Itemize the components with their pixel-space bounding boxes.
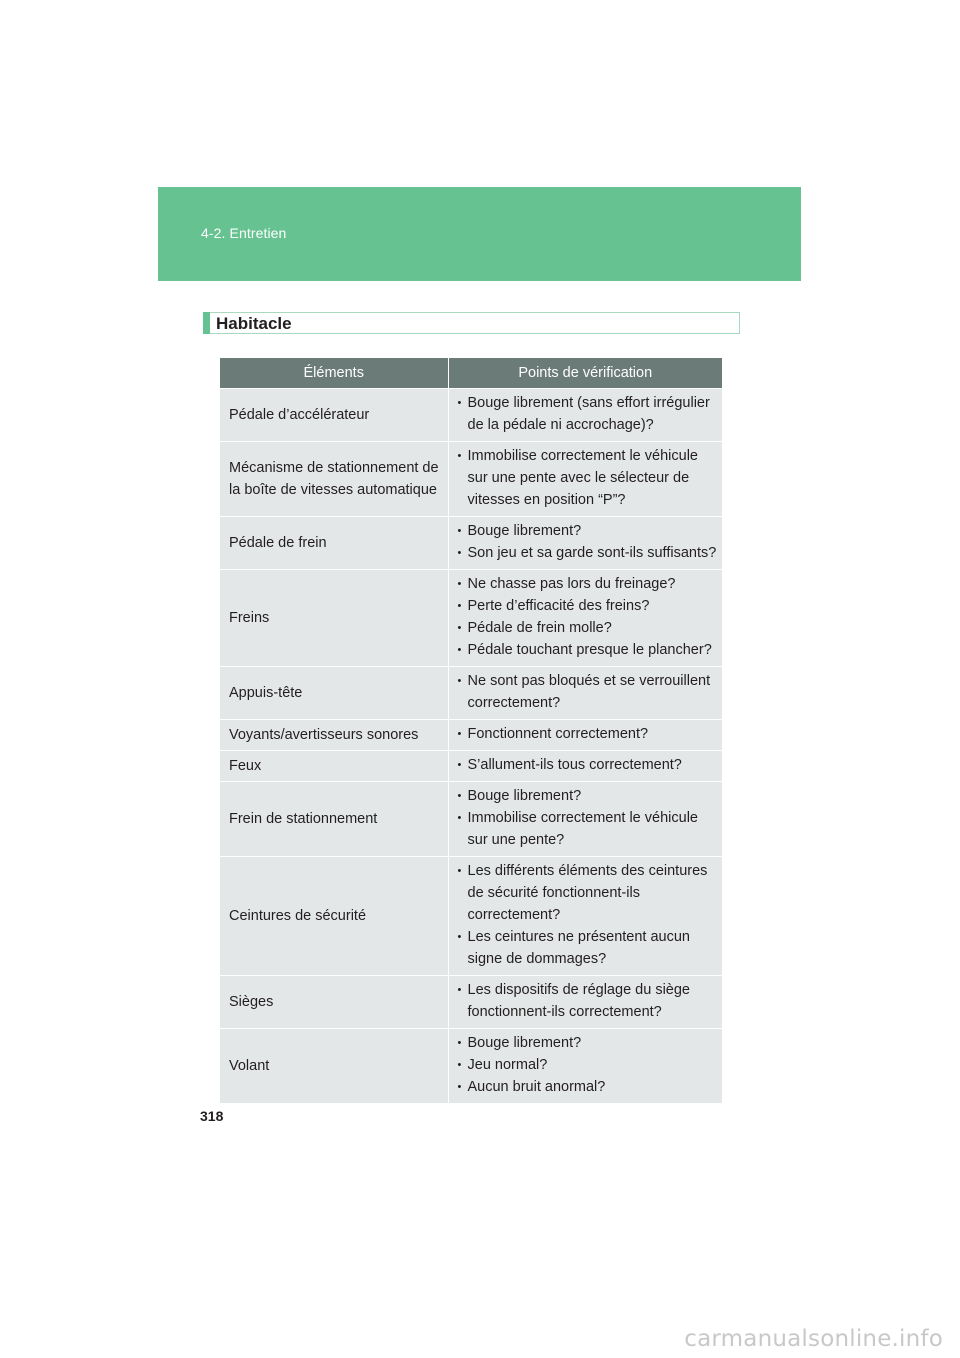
section-header-band (158, 187, 801, 281)
element-cell: Pédale de frein (220, 517, 448, 570)
inspection-table (220, 358, 722, 1103)
table-row (220, 782, 722, 857)
watermark: carmanualsonline.info (684, 1326, 943, 1352)
checkpoint-list (458, 445, 719, 511)
checkpoint-item: • Bouge librement? (458, 520, 719, 542)
checkpoint-item: • Bouge librement? (458, 785, 719, 807)
column-header-elements: Éléments (220, 358, 448, 389)
table-header-row (220, 358, 722, 389)
checkpoint-item: • Pédale de frein molle? (458, 617, 719, 639)
checkpoint-list (458, 785, 719, 851)
subheading-accent-bar (203, 312, 210, 334)
checkpoint-cell (448, 667, 722, 720)
checkpoint-item: • Son jeu et sa garde sont-ils suffisants? (458, 542, 719, 564)
table-row (220, 857, 722, 976)
checkpoint-item: • Les différents éléments des ceintures de sécurité fonctionnent-ils correctement? (458, 860, 719, 926)
checkpoint-item: • Ne chasse pas lors du freinage? (458, 573, 719, 595)
checkpoint-list (458, 670, 719, 714)
page-number: 318 (200, 1108, 224, 1124)
table-row (220, 442, 722, 517)
table-row (220, 667, 722, 720)
checkpoint-item: • Les ceintures ne présentent aucun signe de dommages? (458, 926, 719, 970)
checkpoint-cell (448, 751, 722, 782)
checkpoint-item: • Perte d’efficacité des freins? (458, 595, 719, 617)
element-cell: Voyants/avertisseurs sonores (220, 720, 448, 751)
checkpoint-cell (448, 976, 722, 1029)
table-row (220, 751, 722, 782)
checkpoint-cell (448, 720, 722, 751)
section-title: 4-2. Entretien (201, 225, 287, 241)
table-row (220, 720, 722, 751)
element-cell: Sièges (220, 976, 448, 1029)
checkpoint-item: • Immobilise correctement le véhicule sur une pente? (458, 807, 719, 851)
checkpoint-cell (448, 389, 722, 442)
checkpoint-item: • Pédale touchant presque le plancher? (458, 639, 719, 661)
table-row (220, 570, 722, 667)
element-cell: Appuis-tête (220, 667, 448, 720)
element-cell: Pédale d’accélérateur (220, 389, 448, 442)
checkpoint-item: • Fonctionnent correctement? (458, 723, 719, 745)
checkpoint-list (458, 1032, 719, 1098)
table-body (220, 389, 722, 1104)
table-row (220, 1029, 722, 1104)
checkpoint-cell (448, 442, 722, 517)
element-cell: Freins (220, 570, 448, 667)
checkpoint-item: • Bouge librement (sans effort irrégulier de la pédale ni accrochage)? (458, 392, 719, 436)
table-row (220, 389, 722, 442)
checkpoint-list (458, 860, 719, 970)
checkpoint-list (458, 392, 719, 436)
checkpoint-item: • Bouge librement? (458, 1032, 719, 1054)
checkpoint-list (458, 979, 719, 1023)
checkpoint-item: • Les dispositifs de réglage du siège fonctionnent-ils correctement? (458, 979, 719, 1023)
element-cell: Ceintures de sécurité (220, 857, 448, 976)
element-cell: Mécanisme de stationnement de la boîte de vitesses automatique (220, 442, 448, 517)
table-row (220, 976, 722, 1029)
checkpoint-item: • Ne sont pas bloqués et se verrouillent correctement? (458, 670, 719, 714)
checkpoint-list (458, 723, 719, 745)
checkpoint-list (458, 754, 719, 776)
subheading-box (203, 312, 740, 334)
table-row (220, 517, 722, 570)
element-cell: Volant (220, 1029, 448, 1104)
checkpoint-cell (448, 782, 722, 857)
checkpoint-item: • S’allument-ils tous correctement? (458, 754, 719, 776)
checkpoint-cell (448, 570, 722, 667)
checkpoint-item: • Jeu normal? (458, 1054, 719, 1076)
checkpoint-cell (448, 517, 722, 570)
checkpoint-cell (448, 857, 722, 976)
element-cell: Frein de stationnement (220, 782, 448, 857)
checkpoint-list (458, 520, 719, 564)
element-cell: Feux (220, 751, 448, 782)
column-header-checkpoints: Points de vérification (448, 358, 722, 389)
checkpoint-item: • Immobilise correctement le véhicule sur une pente avec le sélecteur de vitesses en position “P”? (458, 445, 719, 511)
subheading-title: Habitacle (216, 314, 292, 333)
checkpoint-cell (448, 1029, 722, 1104)
checkpoint-item: • Aucun bruit anormal? (458, 1076, 719, 1098)
checkpoint-list (458, 573, 719, 661)
